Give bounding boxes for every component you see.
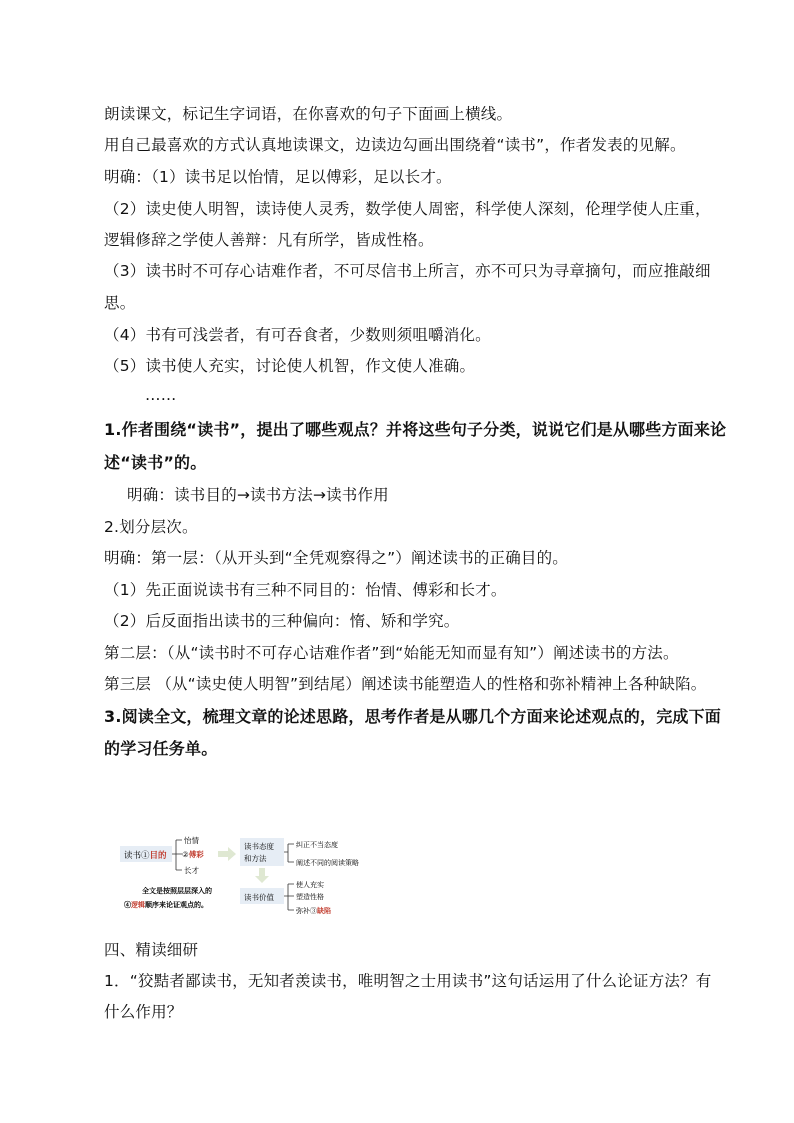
text-line-5: 逻辑修辞之学使人善辩：凡有所学，皆成性格。 (104, 231, 434, 249)
diagram-node2-line2: 和方法 (244, 854, 267, 863)
answer-2-line-4: 第二层：（从“读书时不可存心诘难作者”到“始能无知而显有知”）阐述读书的方法。 (104, 644, 679, 662)
diagram-branch2-a: 纠正不当态度 (296, 841, 338, 849)
text-line-8: （4）书有可浅尝者，有可吞食者，少数则须咀嚼消化。 (104, 326, 491, 344)
answer-2-line-1: 明确：第一层：（从开头到“全凭观察得之”）阐述读书的正确目的。 (104, 549, 569, 567)
diagram-node1-fill: 目的 (149, 851, 167, 861)
section-heading-4: 四、精读细研 (104, 941, 199, 959)
diagram-note-line1: 全文是按照层层深入的 (142, 886, 212, 895)
svg-text:②傅彩 (182, 849, 204, 859)
diagram-branch3-c-num: ③ (310, 907, 317, 915)
task-2: 2.划分层次。 (104, 518, 198, 536)
question-3-line-1: 3.阅读全文，梳理文章的论述思路，思考作者是从哪几个方面来论述观点的，完成下面 (104, 707, 722, 726)
answer-1: 明确：读书目的→读书方法→读书作用 (127, 486, 389, 504)
question-1-line-2: 述“读书”的。 (104, 453, 207, 472)
text-line-7: 思。 (104, 294, 136, 312)
text-line-2: 用自己最喜欢的方式认真地读课文，边读边勾画出围绕着“读书”，作者发表的见解。 (104, 136, 686, 154)
svg-text:弥补③缺陷 (296, 906, 331, 915)
diagram-bracket-1 (172, 840, 182, 870)
answer-2-line-5: 第三层 （从“读史使人明智”到结尾）阐述读书能塑造人的性格和弥补精神上各种缺陷。 (104, 675, 707, 693)
svg-text:④逻辑顺序来论证观点的。 (124, 900, 208, 909)
diagram-note-num: ④ (124, 900, 131, 909)
diagram-branch3-a: 使人充实 (296, 881, 324, 889)
diagram-note-fill: 逻辑 (131, 900, 145, 909)
diagram-node2-line1: 读书态度 (244, 842, 274, 851)
diagram-branch3-c-fill: 缺陷 (317, 906, 331, 915)
answer-2-line-3: （2）后反面指出读书的三种偏向：惰、矫和学究。 (104, 612, 460, 630)
svg-text:读书①目的 (124, 850, 167, 861)
diagram-node1-num: ① (141, 851, 150, 861)
text-line-4: （2）读史使人明智，读诗使人灵秀，数学使人周密，科学使人深刻，伦理学使人庄重， (104, 200, 711, 218)
diagram-branch1-b-fill: 傅彩 (188, 850, 204, 859)
text-line-1: 朗读课文，标记生字词语，在你喜欢的句子下面画上横线。 (104, 105, 513, 123)
question-4-1-line-2: 什么作用？ (104, 1003, 183, 1021)
diagram-bracket-2 (284, 844, 294, 862)
text-line-9: （5）读书使人充实，讨论使人机智，作文使人准确。 (104, 357, 476, 375)
question-3-line-2: 的学习任务单。 (104, 739, 218, 758)
learning-task-diagram (118, 832, 390, 918)
diagram-node1-prefix: 读书 (124, 851, 142, 861)
diagram-bracket-3 (284, 884, 294, 910)
diagram-branch3-b: 塑造性格 (296, 893, 324, 901)
diagram-branch1-a: 怡情 (184, 836, 199, 845)
diagram-branch2-b: 阐述不同的阅读策略 (296, 859, 359, 867)
diagram-arrow-down (255, 868, 269, 883)
diagram-branch3-c-prefix: 弥补 (296, 907, 310, 915)
text-line-3: 明确：（1）读书足以怡情，足以傅彩，足以长才。 (104, 168, 452, 186)
question-4-1-line-1: 1．“狡黠者鄙读书，无知者羡读书，唯明智之士用读书”这句话运用了什么论证方法？有 (104, 972, 712, 990)
diagram-branch1-b-num: ② (182, 850, 189, 859)
ellipsis-line: …… (145, 386, 177, 404)
question-1-line-1: 1.作者围绕“读书”，提出了哪些观点？并将这些句子分类，说说它们是从哪些方面来论 (104, 420, 727, 439)
answer-2-line-2: （1）先正面说读书有三种不同目的：怡情、傅彩和长才。 (104, 581, 507, 599)
diagram-node3: 读书价值 (244, 893, 274, 902)
diagram-note-rest: 顺序来论证观点的。 (145, 900, 208, 909)
text-line-6: （3）读书时不可存心诘难作者，不可尽信书上所言，亦不可只为寻章摘句，而应推敲细 (104, 262, 711, 280)
diagram-arrow-right (218, 847, 236, 861)
diagram-branch1-c: 长才 (184, 866, 199, 875)
